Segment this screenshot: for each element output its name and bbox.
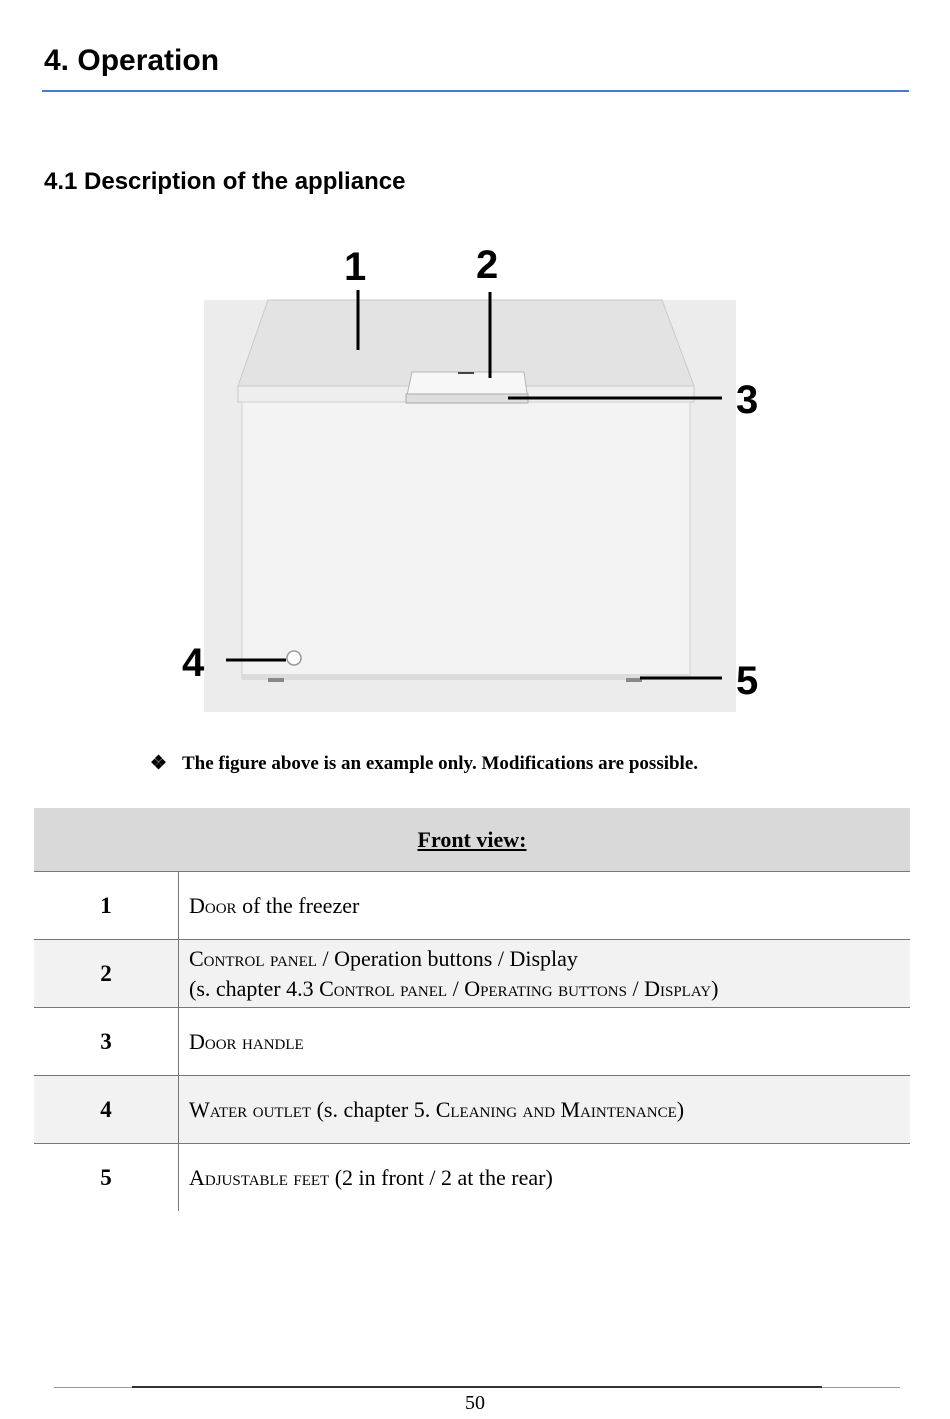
section-title: 4. Operation <box>44 44 220 77</box>
table-row <box>34 1076 910 1144</box>
callout-5: 5 <box>736 659 759 703</box>
callout-4: 4 <box>182 641 205 685</box>
row-number: 2 <box>34 940 179 1008</box>
callout-2: 2 <box>476 243 499 287</box>
figure-note-text: The figure above is an example only. Modifications are possible. <box>182 753 699 774</box>
row-description: Door of the freezer <box>179 872 911 940</box>
table-row <box>34 1008 910 1076</box>
subsection-title: 4.1 Description of the appliance <box>44 168 406 195</box>
table-header: Front view: <box>34 808 910 872</box>
row-number: 5 <box>34 1144 179 1212</box>
section-title-rule <box>42 90 909 92</box>
water-outlet <box>287 651 301 665</box>
table-row <box>34 1144 910 1212</box>
freezer-body <box>242 402 690 678</box>
callout-1: 1 <box>344 245 367 289</box>
footer-rule-dark <box>132 1386 822 1388</box>
row-description: Water outlet (s. chapter 5. Cleaning and Maintenance) <box>179 1076 911 1144</box>
table-row <box>34 872 910 940</box>
adjustable-foot <box>626 678 642 682</box>
row-description: Door handle <box>179 1008 911 1076</box>
callout-3: 3 <box>736 378 759 422</box>
row-number: 3 <box>34 1008 179 1076</box>
appliance-figure <box>150 228 800 720</box>
front-view-table <box>34 808 910 1211</box>
figure-note <box>150 752 698 775</box>
row-description: Control panel / Operation buttons / Display (s. chapter 4.3 Control panel / Operating buttons / Display) <box>179 940 911 1008</box>
row-number: 1 <box>34 872 179 940</box>
row-number: 4 <box>34 1076 179 1144</box>
row-description: Adjustable feet (2 in front / 2 at the rear) <box>189 1164 553 1190</box>
table-row <box>34 940 910 1008</box>
diamond-bullet-icon: ❖ <box>150 753 168 774</box>
page-number: 50 <box>465 1392 485 1414</box>
freezer-base <box>242 674 690 680</box>
